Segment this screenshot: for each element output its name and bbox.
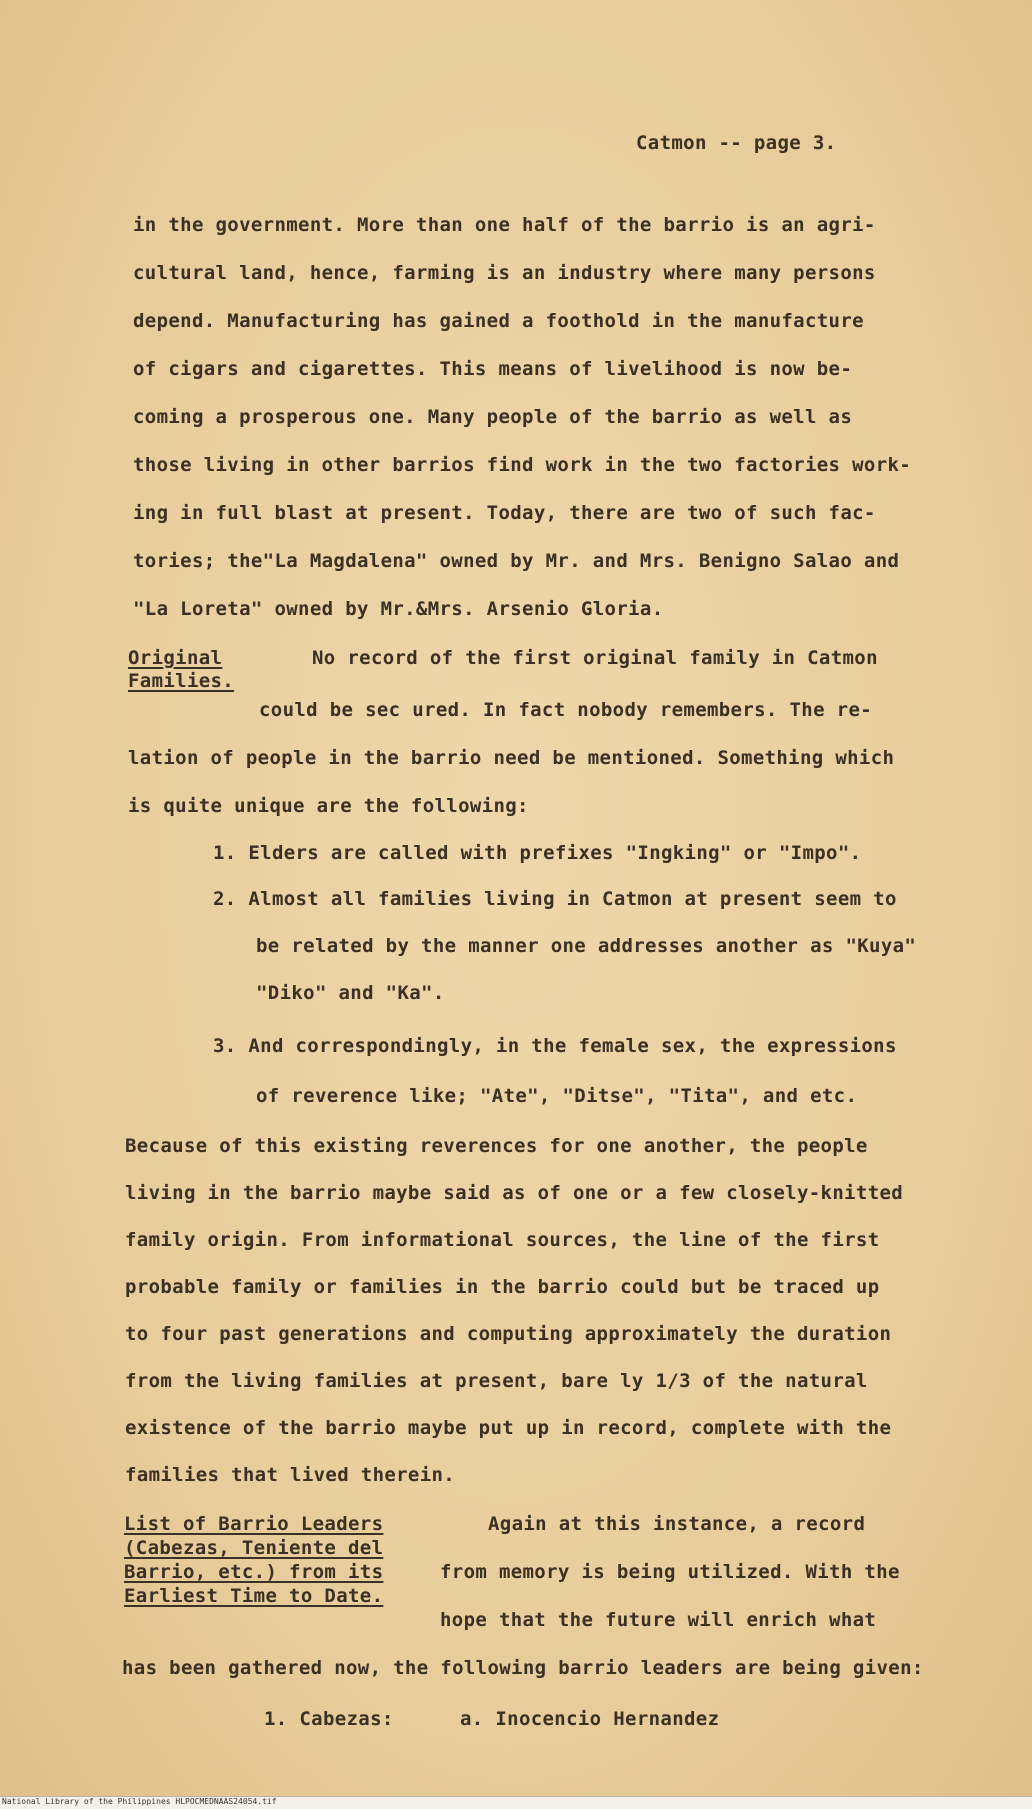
list-item-label: 1. Cabezas:	[264, 1708, 394, 1730]
text-line: Again at this instance, a record	[488, 1513, 866, 1535]
section-heading: Families.	[128, 670, 235, 692]
text-line: from the living families at present, bare ly 1/3 of the natural	[125, 1370, 868, 1392]
text-line: those living in other barrios find work in the two factories work-	[133, 454, 912, 476]
list-item: 2. Almost all families living in Catmon at present seem to	[213, 888, 897, 910]
text-line: cultural land, hence, farming is an industry where many persons	[133, 262, 876, 284]
text-line: is quite unique are the following:	[128, 795, 529, 817]
text-line: of cigars and cigarettes. This means of livelihood is now be-	[133, 358, 853, 380]
text-line: existence of the barrio maybe put up in record, complete with the	[125, 1417, 892, 1439]
text-line: to four past generations and computing approximately the duration	[125, 1323, 892, 1345]
text-line: could be sec ured. In fact nobody remembers. The re-	[259, 699, 873, 721]
list-item: be related by the manner one addresses another as "Kuya"	[256, 935, 917, 957]
text-line: coming a prosperous one. Many people of the barrio as well as	[133, 406, 853, 428]
text-line: living in the barrio maybe said as of one or a few closely-knitted	[125, 1182, 904, 1204]
text-line: probable family or families in the barrio could but be traced up	[125, 1276, 880, 1298]
list-item: 1. Elders are called with prefixes "Ingking" or "Impo".	[213, 842, 862, 864]
text-line: ing in full blast at present. Today, there are two of such fac-	[133, 502, 876, 524]
text-line: No record of the first original family in Catmon	[312, 647, 878, 669]
text-line: families that lived therein.	[125, 1464, 456, 1486]
text-line: in the government. More than one half of the barrio is an agri-	[133, 214, 876, 236]
text-line: tories; the"La Magdalena" owned by Mr. and Mrs. Benigno Salao and	[133, 550, 900, 572]
section-heading: (Cabezas, Teniente del	[124, 1537, 384, 1559]
list-item: 3. And correspondingly, in the female sex, the expressions	[213, 1035, 897, 1057]
text-line: "La Loreta" owned by Mr.&Mrs. Arsenio Gloria.	[133, 598, 664, 620]
text-line: family origin. From informational sources, the line of the first	[125, 1229, 880, 1251]
text-line: depend. Manufacturing has gained a foothold in the manufacture	[133, 310, 864, 332]
text-line: has been gathered now, the following barrio leaders are being given:	[122, 1657, 924, 1679]
section-heading: Earliest Time to Date.	[124, 1585, 384, 1607]
text-line: Because of this existing reverences for one another, the people	[125, 1135, 868, 1157]
section-heading: Barrio, etc.) from its	[124, 1561, 384, 1583]
list-item-value: a. Inocencio Hernandez	[460, 1708, 720, 1730]
section-heading: List of Barrio Leaders	[124, 1513, 384, 1535]
text-line: lation of people in the barrio need be mentioned. Something which	[128, 747, 895, 769]
footer-text: National Library of the Philippines HLPOCMEDNAAS24054.tif	[2, 1797, 277, 1806]
list-item: of reverence like; "Ate", "Ditse", "Tita", and etc.	[256, 1085, 858, 1107]
text-line: hope that the future will enrich what	[440, 1609, 877, 1631]
section-heading: Original	[128, 647, 223, 669]
list-item: "Diko" and "Ka".	[256, 982, 445, 1004]
text-line: from memory is being utilized. With the	[440, 1561, 900, 1583]
page-label: Catmon -- page 3.	[636, 132, 837, 154]
